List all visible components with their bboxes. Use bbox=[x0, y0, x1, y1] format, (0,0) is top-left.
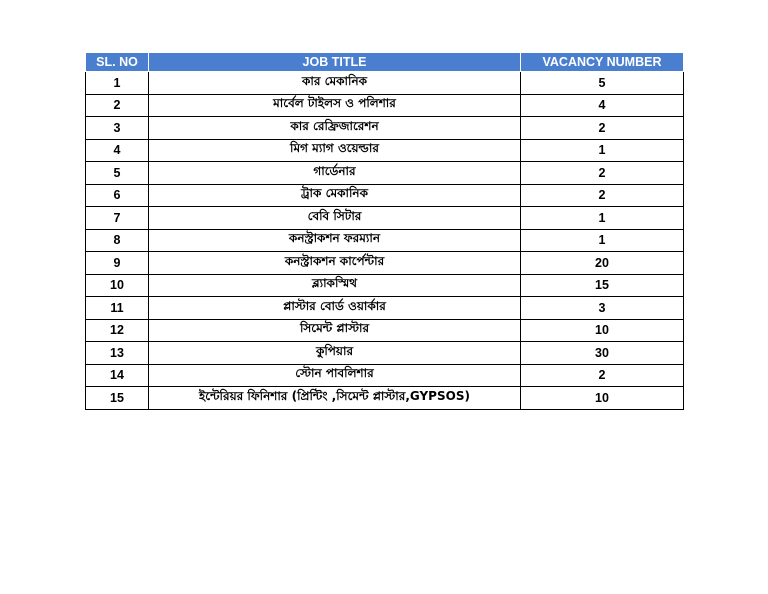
vacancy-cell: 2 bbox=[521, 117, 684, 140]
vacancy-cell: 2 bbox=[521, 364, 684, 387]
job-title-cell: ব্ল্যাকস্মিথ bbox=[149, 274, 521, 297]
table-row bbox=[86, 207, 684, 230]
job-title-cell: স্টোন পাবলিশার bbox=[149, 364, 521, 387]
table-row bbox=[86, 252, 684, 275]
job-title-cell: ট্রাক মেকানিক bbox=[149, 184, 521, 207]
vacancy-cell: 15 bbox=[521, 274, 684, 297]
job-title-cell: কনস্ট্রাকশন কার্পেন্টার bbox=[149, 252, 521, 275]
table-row bbox=[86, 139, 684, 162]
sl-no-cell: 4 bbox=[86, 139, 149, 162]
table-row bbox=[86, 94, 684, 117]
sl-no-cell: 3 bbox=[86, 117, 149, 140]
job-title-cell: কনস্ট্রাকশন ফরম্যান bbox=[149, 229, 521, 252]
job-title-cell: কার রেফ্রিজারেশন bbox=[149, 117, 521, 140]
header-sl-no: SL. NO bbox=[86, 53, 149, 72]
sl-no-cell: 12 bbox=[86, 319, 149, 342]
vacancy-cell: 10 bbox=[521, 387, 684, 410]
table-row bbox=[86, 387, 684, 410]
sl-no-cell: 2 bbox=[86, 94, 149, 117]
vacancy-cell: 4 bbox=[521, 94, 684, 117]
table-row bbox=[86, 72, 684, 95]
vacancy-cell: 2 bbox=[521, 184, 684, 207]
vacancy-cell: 30 bbox=[521, 342, 684, 365]
job-title-cell: গার্ডেনার bbox=[149, 162, 521, 185]
table-row bbox=[86, 184, 684, 207]
vacancy-cell: 3 bbox=[521, 297, 684, 320]
job-title-cell: কার মেকানিক bbox=[149, 72, 521, 95]
table-header-row bbox=[86, 53, 684, 72]
table-row bbox=[86, 229, 684, 252]
vacancy-cell: 20 bbox=[521, 252, 684, 275]
job-title-cell: মিগ ম্যাগ ওয়েল্ডার bbox=[149, 139, 521, 162]
job-title-cell: সিমেন্ট প্লাস্টার bbox=[149, 319, 521, 342]
sl-no-cell: 10 bbox=[86, 274, 149, 297]
header-vacancy-number: VACANCY NUMBER bbox=[521, 53, 684, 72]
job-title-cell: ইন্টেরিয়র ফিনিশার (প্রিন্টিং ,সিমেন্ট প্লাস্টার,GYPSOS) bbox=[149, 387, 521, 410]
sl-no-cell: 15 bbox=[86, 387, 149, 410]
sl-no-cell: 8 bbox=[86, 229, 149, 252]
table-row bbox=[86, 162, 684, 185]
vacancy-cell: 1 bbox=[521, 139, 684, 162]
sl-no-cell: 9 bbox=[86, 252, 149, 275]
table-row bbox=[86, 319, 684, 342]
vacancy-cell: 10 bbox=[521, 319, 684, 342]
vacancy-cell: 2 bbox=[521, 162, 684, 185]
table-row bbox=[86, 342, 684, 365]
sl-no-cell: 7 bbox=[86, 207, 149, 230]
sl-no-cell: 5 bbox=[86, 162, 149, 185]
sl-no-cell: 6 bbox=[86, 184, 149, 207]
job-title-cell: প্লাস্টার বোর্ড ওয়ার্কার bbox=[149, 297, 521, 320]
sl-no-cell: 14 bbox=[86, 364, 149, 387]
job-title-cell: মার্বেল টাইলস ও পলিশার bbox=[149, 94, 521, 117]
table-row bbox=[86, 117, 684, 140]
table-row bbox=[86, 274, 684, 297]
header-job-title: JOB TITLE bbox=[149, 53, 521, 72]
table-row bbox=[86, 364, 684, 387]
table-row bbox=[86, 297, 684, 320]
vacancy-cell: 5 bbox=[521, 72, 684, 95]
job-title-cell: কুপিয়ার bbox=[149, 342, 521, 365]
sl-no-cell: 11 bbox=[86, 297, 149, 320]
sl-no-cell: 1 bbox=[86, 72, 149, 95]
job-title-cell: বেবি সিটার bbox=[149, 207, 521, 230]
vacancy-cell: 1 bbox=[521, 229, 684, 252]
vacancy-table bbox=[85, 52, 684, 410]
vacancy-cell: 1 bbox=[521, 207, 684, 230]
sl-no-cell: 13 bbox=[86, 342, 149, 365]
